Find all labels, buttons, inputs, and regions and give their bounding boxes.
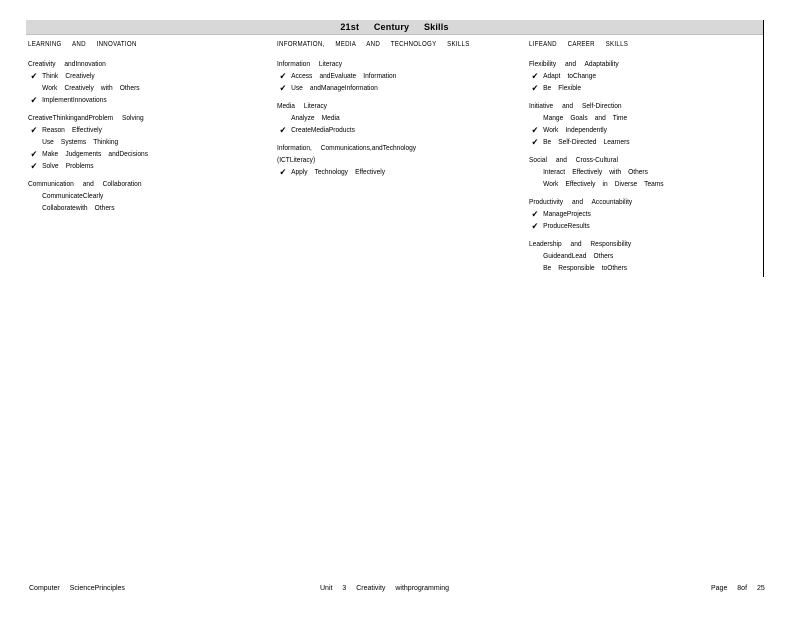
skill-group <box>28 112 239 172</box>
checkmark-icon: ✔ <box>30 71 38 81</box>
skills-table <box>26 20 764 277</box>
skill-group <box>529 196 735 232</box>
skill-group <box>28 178 239 214</box>
skill-item <box>529 124 735 136</box>
skill-item-label: CreateMediaProducts <box>291 125 355 134</box>
skill-group-title: CreativeThinkingandProblem Solving <box>28 113 144 122</box>
skill-item <box>28 136 239 148</box>
skill-item-label: Reason Effectively <box>42 125 102 134</box>
skills-column <box>529 39 735 280</box>
skill-group-title: Information, Communications,andTechnology <box>277 143 417 152</box>
column-heading: LEARNING AND INNOVATION <box>28 41 137 48</box>
skill-item-label: CommunicateClearly <box>42 191 104 200</box>
skill-item-label: ProduceResults <box>543 221 590 230</box>
skill-item <box>277 112 488 124</box>
skill-item <box>28 124 239 136</box>
checkmark-icon: ✔ <box>531 221 539 231</box>
skill-group <box>277 100 488 136</box>
skill-group-title: Initiative and Self-Direction <box>529 101 622 110</box>
skill-item-label: Interact Effectively with Others <box>543 167 648 176</box>
skill-item-label: Work Effectively in Diverse Teams <box>543 179 664 188</box>
skills-column <box>277 39 488 184</box>
skill-item <box>28 148 239 160</box>
skill-group <box>529 100 735 148</box>
skill-group-title: Productivity and Accountability <box>529 197 633 206</box>
skill-item-label: Use andManageInformation <box>291 83 378 92</box>
skill-item-label: Collaboratewith Others <box>42 203 115 212</box>
skill-item <box>277 70 488 82</box>
checkmark-icon: ✔ <box>531 125 539 135</box>
skill-item <box>28 94 239 106</box>
checkmark-icon: ✔ <box>30 161 38 171</box>
skill-group-title: Media Literacy <box>277 101 327 110</box>
skill-item <box>529 250 735 262</box>
checkmark-icon: ✔ <box>279 125 287 135</box>
checkmark-icon: ✔ <box>531 83 539 93</box>
skill-group <box>529 58 735 94</box>
skill-item-label: Be Self-Directed Learners <box>543 137 630 146</box>
skill-item-label: Work Creatively with Others <box>42 83 140 92</box>
skill-group-title: Leadership and Responsibility <box>529 239 632 248</box>
skill-group-title: Information Literacy <box>277 59 343 68</box>
skill-item-label: Be Responsible toOthers <box>543 263 628 272</box>
footer-page-number: Page 8of 25 <box>711 585 765 592</box>
footer-course: Computer SciencePrinciples <box>29 585 125 592</box>
skill-group <box>277 142 488 178</box>
skill-group-title: Social and Cross-Cultural <box>529 155 618 164</box>
skill-item <box>529 82 735 94</box>
skill-item-label: Apply Technology Effectively <box>291 167 386 176</box>
skill-item <box>28 160 239 172</box>
skill-item-label: Adapt toChange <box>543 71 597 80</box>
skill-item-label: GuideandLead Others <box>543 251 614 260</box>
skill-item-label: Be Flexible <box>543 83 582 92</box>
skill-group <box>277 58 488 94</box>
skill-item <box>529 178 735 190</box>
skill-group <box>529 238 735 274</box>
skill-item <box>28 70 239 82</box>
skill-item <box>277 166 488 178</box>
checkmark-icon: ✔ <box>30 125 38 135</box>
checkmark-icon: ✔ <box>531 209 539 219</box>
skill-item-label: ManageProjects <box>543 209 591 218</box>
skill-item <box>277 82 488 94</box>
skill-item <box>529 136 735 148</box>
skill-group-subtitle: (ICTLiteracy) <box>277 155 316 164</box>
skill-group <box>529 154 735 190</box>
skill-item <box>529 166 735 178</box>
skill-item <box>529 112 735 124</box>
checkmark-icon: ✔ <box>531 137 539 147</box>
column-heading: LIFEAND CAREER SKILLS <box>529 41 629 48</box>
skill-item <box>277 124 488 136</box>
skill-group-title: Communication and Collaboration <box>28 179 142 188</box>
checkmark-icon: ✔ <box>531 71 539 81</box>
skill-item <box>529 262 735 274</box>
skill-item-label: Think Creatively <box>42 71 95 80</box>
skill-item <box>28 190 239 202</box>
skill-item <box>529 70 735 82</box>
footer-unit: Unit 3 Creativity withprogramming <box>320 585 450 592</box>
skill-item-label: Use Systems Thinking <box>42 137 119 146</box>
checkmark-icon: ✔ <box>30 95 38 105</box>
skill-group-title: Creativity andInnovation <box>28 59 106 68</box>
skills-column <box>28 39 239 220</box>
skill-item-label: Work Independently <box>543 125 607 134</box>
skill-item <box>28 82 239 94</box>
skill-item-label: ImplementInnovations <box>42 95 107 104</box>
skill-item-label: Access andEvaluate Information <box>291 71 397 80</box>
skill-item <box>529 208 735 220</box>
column-heading: INFORMATION, MEDIA AND TECHNOLOGY SKILLS <box>277 41 470 48</box>
skill-item-label: Mange Goals and Time <box>543 113 628 122</box>
page-title: 21st Century Skills <box>26 20 763 35</box>
skill-item-label: Make Judgements andDecisions <box>42 149 149 158</box>
skill-item <box>28 202 239 214</box>
checkmark-icon: ✔ <box>279 71 287 81</box>
checkmark-icon: ✔ <box>279 167 287 177</box>
skill-group <box>28 58 239 106</box>
checkmark-icon: ✔ <box>279 83 287 93</box>
skill-item <box>529 220 735 232</box>
skill-group-title: Flexibility and Adaptability <box>529 59 619 68</box>
checkmark-icon: ✔ <box>30 149 38 159</box>
skill-item-label: Analyze Media <box>291 113 340 122</box>
skill-item-label: Solve Problems <box>42 161 94 170</box>
